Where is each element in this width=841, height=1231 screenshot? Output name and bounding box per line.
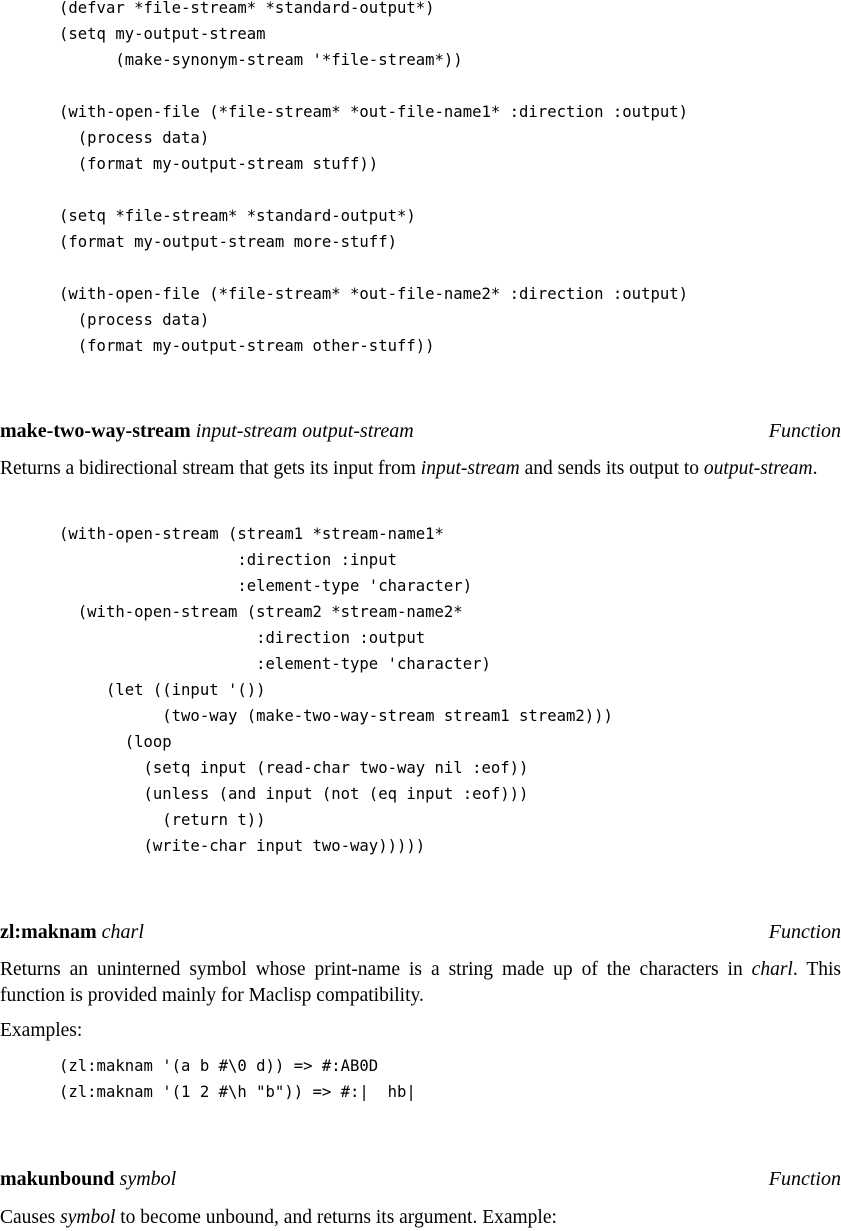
entry-header-zl-maknam [0, 919, 841, 945]
examples-label: Examples: [0, 1020, 83, 1041]
function-args: charl [101, 921, 144, 943]
desc-arg: charl [751, 959, 793, 980]
description-make-two-way-stream [0, 456, 841, 482]
desc-text: Returns a bidirectional stream that gets its input from [0, 458, 421, 479]
desc-arg: symbol [60, 1207, 116, 1228]
code-block-make-two-way-stream: (with-open-stream (stream1 *stream-name1* :direction :input :element-type 'character) (with-open-stream (stream2 *stream-name2* :direction :output :element-type 'character) (let ((input '()) (two-way (make-two-way-stream stream1 stream2))) (loop (setq input (read-char two-way nil :eof)) (unless (and input (not (eq input :eof))) (return t)) (write-char input two-way))))) [59, 525, 613, 855]
desc-text: and sends its output to [519, 458, 704, 479]
code-block-synonym-stream-example: (defvar *file-stream* *standard-output*) (setq my-output-stream (make-synonym-stream '*file-stream*)) (with-open-file (*file-stream* *out-file-name1* :direction :output) (process data) (format my-output-stream stuff)) (setq *file-stream* *standard-output*) (format my-output-stream more-stuff) (with-open-file (*file-stream* *out-file-name2* :direction :output) (process data) (format my-output-stream other-stuff)) [59, 0, 689, 355]
code-block-zl-maknam: (zl:maknam '(a b #\0 d)) => #:AB0D (zl:maknam '(1 2 #\h "b")) => #:| hb| [59, 1057, 416, 1101]
description-makunbound [0, 1205, 841, 1231]
desc-text: to become unbound, and returns its argument. Example: [115, 1207, 557, 1228]
desc-text: . This function is provided mainly for Maclisp compatibility. [0, 959, 841, 1006]
entry-kind: Function [768, 1168, 841, 1190]
desc-text: Causes [0, 1207, 61, 1228]
desc-text: . [812, 458, 818, 479]
desc-arg: input-stream [420, 458, 520, 479]
entry-header-make-two-way-stream [0, 418, 841, 444]
function-args: symbol [119, 1168, 177, 1190]
entry-kind: Function [768, 420, 841, 442]
entry-header-makunbound [0, 1166, 841, 1192]
function-name: make-two-way-stream [0, 420, 191, 442]
description-zl-maknam [0, 957, 841, 1009]
function-name: zl:maknam [0, 921, 97, 943]
desc-text: Returns an uninterned symbol whose print-name is a string made up of the characters in [0, 959, 752, 980]
entry-kind: Function [768, 921, 841, 943]
desc-arg: output-stream [703, 458, 813, 479]
function-name: makunbound [0, 1168, 115, 1190]
function-args: input-stream output-stream [195, 420, 414, 442]
